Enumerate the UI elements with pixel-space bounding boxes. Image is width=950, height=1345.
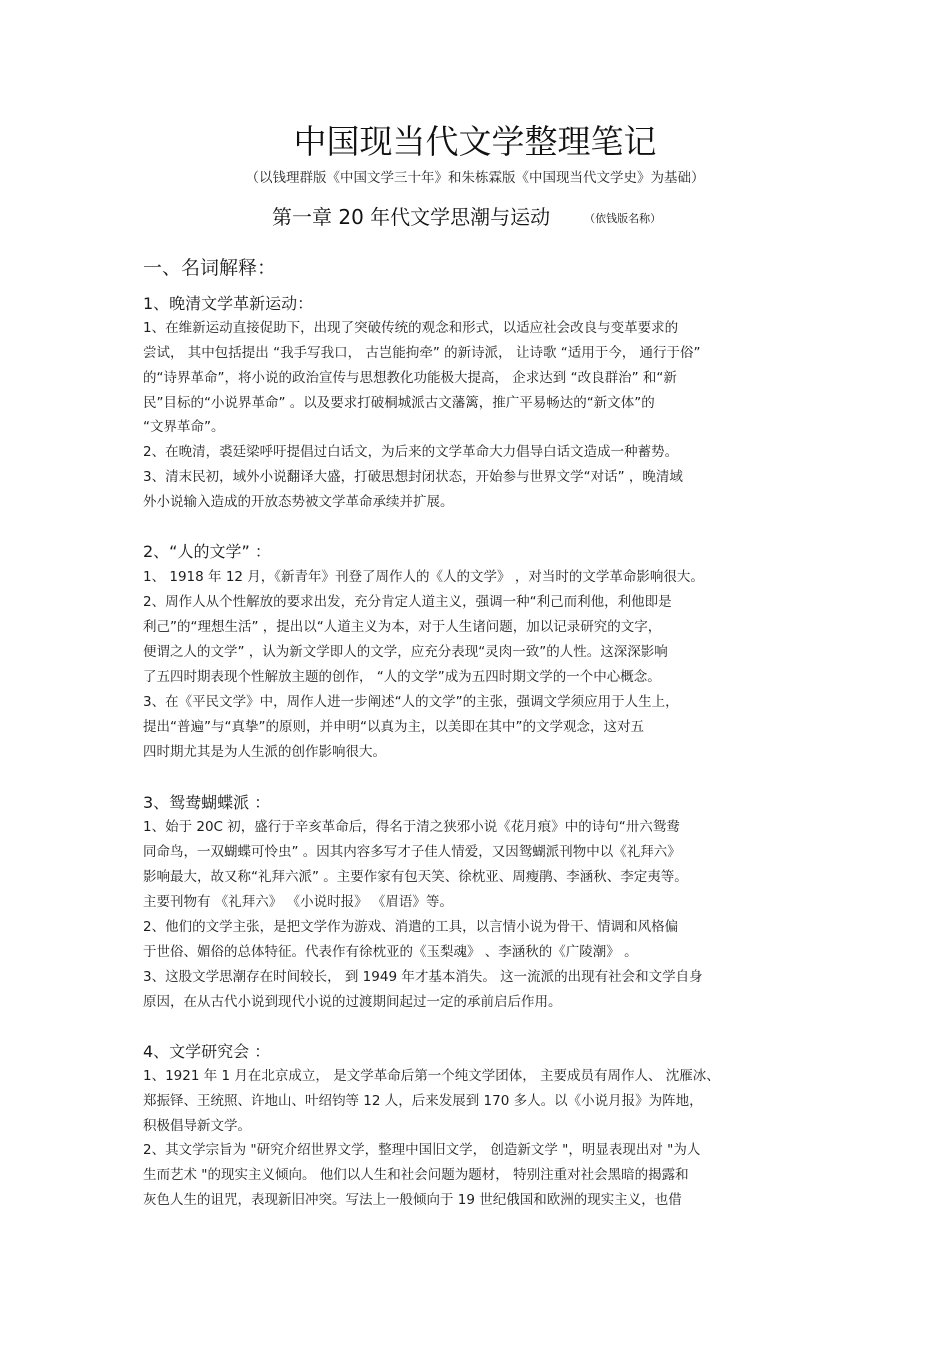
text-line: 1、 1918 年 12 月，《新青年》刊登了周作人的《人的文学》 ，对当时的文学革命影响很大。	[143, 569, 704, 585]
text-line: 主要刊物有 《礼拜六》 《小说时报》 《眉语》等。	[143, 894, 453, 910]
text-line: 民”目标的“小说界革命” 。以及要求打破桐城派古文藩篱，推广平易畅达的“新文体”的	[143, 395, 655, 411]
text-line: 2、他们的文学主张，是把文学作为游戏、消遣的工具，以言情小说为骨干、情调和风格偏	[143, 919, 679, 935]
text-line: 便谓之人的文学” ，认为新文学即人的文学，应充分表现“灵肉一致”的人性。这深深影响	[143, 644, 668, 660]
section-heading: 4、文学研究会 ：	[143, 1042, 271, 1061]
part-heading: 一、名词解释：	[143, 257, 277, 279]
text-line: 1、始于 20C 初，盛行于辛亥革命后，得名于清之狭邪小说《花月痕》中的诗句“卅六鸳鸯	[143, 819, 680, 835]
text-line: 2、周作人从个性解放的要求出发，充分肯定人道主义，强调一种“利己而利他，利他即是	[143, 594, 672, 610]
text-line: 于世俗、媚俗的总体特征。代表作有徐枕亚的《玉梨魂》 、李涵秋的《广陵潮》 。	[143, 944, 638, 960]
section-heading: 1、晚清文学革新运动：	[143, 294, 314, 313]
chapter-title: 第一章 20 年代文学思潮与运动	[272, 205, 551, 229]
text-line: 1、在维新运动直接促助下，出现了突破传统的观念和形式，以适应社会改良与变革要求的	[143, 320, 679, 336]
text-line: 尝试， 其中包括提出 “我手写我口， 古岂能拘牵” 的新诗派， 让诗歌 “适用于今， 通行于俗”	[143, 345, 701, 361]
text-line: 3、在《平民文学》中，周作人进一步阐述“人的文学”的主张，强调文学须应用于人生上，	[143, 694, 679, 710]
text-line: 原因，在从古代小说到现代小说的过渡期间起过一定的承前启后作用。	[143, 994, 562, 1010]
text-line: 外小说输入造成的开放态势被文学革命承续并扩展。	[143, 494, 454, 510]
chapter-heading	[272, 202, 661, 234]
text-line: 了五四时期表现个性解放主题的创作， “人的文学”成为五四时期文学的一个中心概念。	[143, 669, 661, 685]
document-subtitle: （以钱理群版《中国文学三十年》和朱栋霖版《中国现当代文学史》为基础）	[245, 170, 705, 186]
text-line: 灰色人生的诅咒，表现新旧冲突。写法上一般倾向于 19 世纪俄国和欧洲的现实主义，也借	[143, 1192, 682, 1208]
text-line: 2、其文学宗旨为 "研究介绍世界文学，整理中国旧文学， 创造新文学 "，明显表现出对 "为人	[143, 1142, 701, 1158]
text-line: 1、1921 年 1 月在北京成立， 是文学革命后第一个纯文学团体， 主要成员有周作人、 沈雁冰、	[143, 1068, 720, 1084]
text-line: 四时期尤其是为人生派的创作影响很大。	[143, 744, 386, 760]
section-heading: 2、“人的文学” ：	[143, 542, 271, 561]
document-title: 中国现当代文学整理笔记	[293, 122, 657, 161]
text-line: 郑振铎、王统照、许地山、叶绍钧等 12 人，后来发展到 170 多人。以《小说月报》为阵地，	[143, 1093, 703, 1109]
chapter-note: （依钱版名称）	[584, 211, 662, 225]
text-line: 同命鸟，一双蝴蝶可怜虫” 。因其内容多写才子佳人情爱，又因鸳蝴派刊物中以《礼拜六》	[143, 844, 681, 860]
text-line: 的“诗界革命”，将小说的政治宣传与思想教化功能极大提高， 企求达到 “改良群治” 和“新	[143, 370, 677, 386]
text-line: 2、在晚清，裘廷梁呼吁提倡过白话文，为后来的文学革命大力倡导白话文造成一种蓄势。	[143, 444, 679, 460]
text-line: 利己”的“理想生活” ，提出以“人道主义为本，对于人生诸问题，加以记录研究的文字，	[143, 619, 662, 635]
text-line: “文界革命”。	[143, 419, 225, 435]
text-line: 生而艺术 "的现实主义倾向。 他们以人生和社会问题为题材， 特别注重对社会黑暗的揭露和	[143, 1167, 689, 1183]
text-line: 3、这股文学思潮存在时间较长， 到 1949 年才基本消失。 这一流派的出现有社会和文学自身	[143, 969, 703, 985]
text-line: 积极倡导新文学。	[143, 1118, 251, 1134]
section-heading: 3、鸳鸯蝴蝶派 ：	[143, 793, 271, 812]
text-line: 3、清末民初，域外小说翻译大盛，打破思想封闭状态，开始参与世界文学“对话” ，晚清域	[143, 469, 683, 485]
text-line: 提出“普遍”与“真挚”的原则，并申明“以真为主，以美即在其中”的文学观念，这对五	[143, 719, 644, 735]
text-line: 影响最大，故又称“礼拜六派” 。主要作家有包天笑、徐枕亚、周瘦鹃、李涵秋、李定夷等。	[143, 869, 688, 885]
